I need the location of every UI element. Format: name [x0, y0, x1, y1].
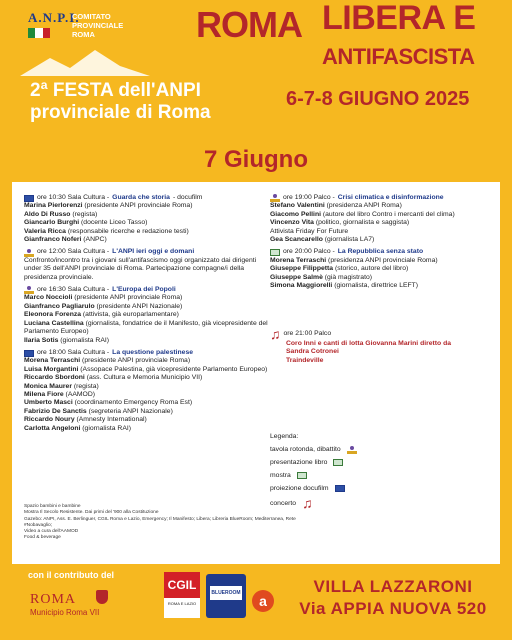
event-time: ore 12:00 Sala Cultura - [37, 248, 110, 256]
speaker-name: Giuseppe Salmè [270, 273, 323, 281]
speaker-role: (AAMOD) [63, 390, 96, 398]
speaker-name: Milena Fiore [24, 390, 64, 398]
concert-time: ore 21:00 Palco [283, 329, 332, 337]
speaker-line [24, 303, 274, 311]
speaker-role: (presidente ANPI Nazionale) [94, 302, 183, 310]
venue [278, 577, 508, 619]
speaker-name: Luciana Castellina [24, 319, 84, 327]
speaker-line [270, 257, 490, 265]
event-header [270, 248, 490, 256]
speaker-role: (regista) [71, 382, 99, 390]
header [0, 0, 512, 138]
speaker-line [24, 311, 274, 319]
event-time: ore 16:30 Sala Cultura - [37, 286, 110, 294]
speaker-line [270, 228, 490, 236]
speaker-line [24, 408, 274, 416]
speaker-line [270, 219, 490, 227]
speaker-name: Aldo Di Russo [24, 210, 71, 218]
speaker-line [24, 228, 274, 236]
speaker-name: Valeria Ricca [24, 227, 66, 235]
committee-label: COMITATO PROVINCIALE ROMA [72, 12, 124, 39]
event-time: ore 19:00 Palco - [283, 194, 335, 201]
title-roma: ROMA [196, 4, 302, 45]
speaker-line [24, 374, 274, 382]
speaker-role: (giornalista, direttrice LEFT) [332, 282, 419, 290]
event-title: La Repubblica senza stato [337, 248, 424, 256]
speaker-role: (giornalista, fondatrice de il Manifesto, già vicepresidente del Parlamento Europeo) [24, 319, 268, 336]
notes: Spazio bambini e bambine Mostra Il Secolo Resistente. Dai primi del '900 alla Costituzione Gazebo: ANPI, Ass. E. Berlinguer, CGIL Roma e Lazio, Emergency; Il Manifesto; Libera; Libreria BlueRoom; Mediterranea, Rete #Nobavaglio; Video a cura dell'AAMOD Food & beverage [24, 504, 296, 541]
speaker-line [24, 391, 274, 399]
speaker-line [24, 257, 274, 282]
mountain-graphic [20, 48, 150, 76]
speaker-name: Eleonora Forenza [24, 311, 82, 319]
aamod-logo: a [252, 590, 274, 612]
cgil-logo: CGIL ROMA E LAZIO [164, 572, 200, 618]
title-libera: LIBERA E [322, 0, 476, 37]
event-title: Crisi climatica e disinformazione [337, 194, 444, 201]
speaker-role: (ANPC) [81, 236, 107, 244]
venue-address: Via APPIA NUOVA 520 [299, 599, 487, 618]
program-card [12, 182, 500, 564]
legend-item: concerto ♫ [270, 495, 313, 511]
speaker-name: Giacomo Pellini [270, 210, 321, 218]
speaker-name: Ilaria Sotis [24, 336, 59, 344]
speaker-line [24, 399, 274, 407]
speaker-role: (presidente ANPI provinciale Roma) [82, 202, 193, 210]
speaker-role: (giornalista LA7) [322, 236, 375, 244]
event-header [24, 194, 274, 202]
speaker-line [24, 320, 274, 337]
concert-event [270, 328, 490, 365]
event-title: La questione palestinese [112, 348, 194, 356]
speaker-role: (segreteria ANPI Nazionale) [86, 407, 173, 415]
speaker-name: Gianfranco Pagliarulo [24, 302, 95, 310]
concert-line1: Coro Inni e canti di lotta Giovanna Marini diretto da [286, 340, 452, 347]
speaker-role: (politico, giornalista e saggista) [313, 219, 410, 227]
event-time: ore 18:00 Sala Cultura - [37, 348, 110, 356]
speaker-name: Riccardo Noury [24, 416, 75, 424]
event-header [24, 286, 274, 294]
speaker-name: Simona Maggiorelli [270, 282, 333, 290]
event-type: - docufilm [172, 194, 203, 201]
speaker-role: (regista) [70, 210, 98, 218]
program-event [270, 194, 490, 244]
event-header [24, 248, 274, 256]
event-time: ore 20:00 Palco - [283, 248, 335, 256]
program-event [24, 194, 274, 244]
speaker-role: (giornalista RAI) [80, 424, 132, 432]
event-title: Guarda che storia [112, 194, 170, 201]
film-icon [335, 485, 345, 492]
title-antifascista: ANTIFASCISTA [322, 44, 475, 69]
speaker-line [24, 337, 274, 345]
speaker-name: Gea Scancarello [270, 236, 323, 244]
speaker-name: Vincenzo Vita [270, 219, 314, 227]
festa-title: 2ª FESTA dell'ANPI provinciale di Roma [30, 80, 211, 123]
program-event [24, 248, 274, 282]
speaker-name: Gianfranco Noferi [24, 236, 82, 244]
speaker-name: Marco Noccioli [24, 294, 73, 302]
event-title: L'ANPI ieri oggi e domani [112, 248, 195, 256]
speaker-name: Morena Terraschi [24, 357, 81, 365]
venue-name: VILLA LAZZARONI [313, 577, 473, 596]
event-header [270, 194, 490, 202]
event-header [24, 349, 274, 357]
speaker-name: Umberto Masci [24, 399, 73, 407]
speaker-role: (coordinamento Emergency Roma Est) [72, 399, 193, 407]
table-icon [24, 249, 34, 257]
speaker-line [270, 282, 490, 290]
program-event [24, 349, 274, 433]
speaker-role: (presidente ANPI provinciale Roma) [80, 357, 191, 365]
speaker-line [270, 211, 490, 219]
speaker-role: (presidente ANPI provinciale Roma) [72, 294, 183, 302]
table-icon [24, 286, 34, 294]
speaker-line [24, 219, 274, 227]
program-event [24, 286, 274, 345]
speaker-name: Stefano Valentini [270, 202, 325, 210]
speaker-role: (già magistrato) [322, 273, 372, 281]
film-icon [24, 195, 34, 202]
concert-line3: Traindeville [286, 356, 324, 364]
speaker-name: Fabrizio De Sanctis [24, 407, 87, 415]
speaker-line [24, 211, 274, 219]
speaker-role: Confronto/incontro tra i giovani sull'antifascismo oggi organizzato dai dirigenti under 35 dell'ANPI provinciale di Roma. Partecipazione compagne/i della presidenza provinciale. [24, 256, 257, 281]
speaker-role: (attivista, già europarlamentare) [81, 311, 179, 319]
table-icon [270, 194, 280, 202]
date-range: 6-7-8 GIUGNO 2025 [286, 88, 470, 110]
legend-item: tavola rotonda, dibattito [270, 445, 490, 454]
speaker-name: Luisa Morgantini [24, 365, 79, 373]
speaker-line [270, 202, 490, 210]
sponsor-label: con il contributo del [28, 570, 114, 580]
legend-item: proiezione docufilm [270, 484, 490, 493]
speaker-name: Giancarlo Burghi [24, 219, 80, 227]
music-note-icon: ♫ [302, 495, 313, 511]
speaker-role: (docente Liceo Tasso) [79, 219, 148, 227]
speaker-line [24, 236, 274, 244]
speaker-role: (presidenza ANPI Roma) [324, 202, 402, 210]
speaker-line [24, 416, 274, 424]
event-time: ore 10:30 Sala Cultura - [37, 194, 110, 201]
speaker-name: Carlotta Angeloni [24, 424, 81, 432]
speaker-role: (autore del libro Contro i mercanti del clima) [321, 210, 455, 218]
speaker-line [24, 294, 274, 302]
speaker-role: (presidenza ANPI provinciale Roma) [326, 256, 438, 264]
speaker-role: (responsabile ricerche e redazione testi) [65, 227, 189, 235]
table-icon [347, 446, 357, 454]
event-title: L'Europa dei Popoli [112, 286, 176, 294]
speaker-name: Riccardo Sbordoni [24, 374, 85, 382]
roma-capitale-logo: ROMA Municipio Roma VII [30, 592, 100, 617]
speaker-line [24, 425, 274, 433]
legend [270, 432, 490, 509]
speaker-role: (ass. Cultura e Memoria Municipio VII) [84, 374, 203, 382]
speaker-line [24, 202, 274, 210]
speaker-role: (storico, autore del libro) [333, 265, 409, 273]
anpi-logo [28, 10, 148, 38]
speaker-role: (giornalista RAI) [58, 336, 110, 344]
roma-crest-icon [96, 590, 108, 604]
legend-item: presentazione libro [270, 458, 490, 467]
right-program-column [270, 194, 490, 294]
anpi-logo-text: A.N.P.I. [28, 10, 80, 25]
film-icon [24, 350, 34, 357]
speaker-line [270, 265, 490, 273]
speaker-name: Morena Terraschi [270, 256, 327, 264]
book-icon [270, 249, 280, 256]
day-heading: 7 Giugno [204, 146, 308, 173]
book-icon [333, 459, 343, 466]
speaker-line [270, 274, 490, 282]
left-program-column [24, 194, 274, 437]
exhibit-icon [297, 472, 307, 479]
concert-line2: Sandra Cotronei [286, 348, 339, 356]
speaker-line [24, 383, 274, 391]
speaker-line [270, 236, 490, 244]
speaker-name: Monica Maurer [24, 382, 72, 390]
legend-title: Legenda: [270, 433, 299, 440]
speaker-role: Attivista Friday For Future [270, 227, 349, 235]
speaker-name: Giuseppe Filippetta [270, 265, 334, 273]
music-note-icon: ♫ [270, 326, 281, 342]
speaker-role: (Amnesty International) [74, 416, 147, 424]
italian-flag-icon [28, 28, 50, 38]
speaker-name: Marina Pierlorenzi [24, 202, 83, 210]
blueroom-logo: BLUEROOM [206, 574, 246, 618]
speaker-role: (Assopace Palestina, già vicepresidente Parlamento Europeo) [78, 365, 268, 373]
legend-item: mostra [270, 471, 490, 480]
program-event [270, 248, 490, 290]
speaker-line [24, 366, 274, 374]
speaker-line [24, 357, 274, 365]
